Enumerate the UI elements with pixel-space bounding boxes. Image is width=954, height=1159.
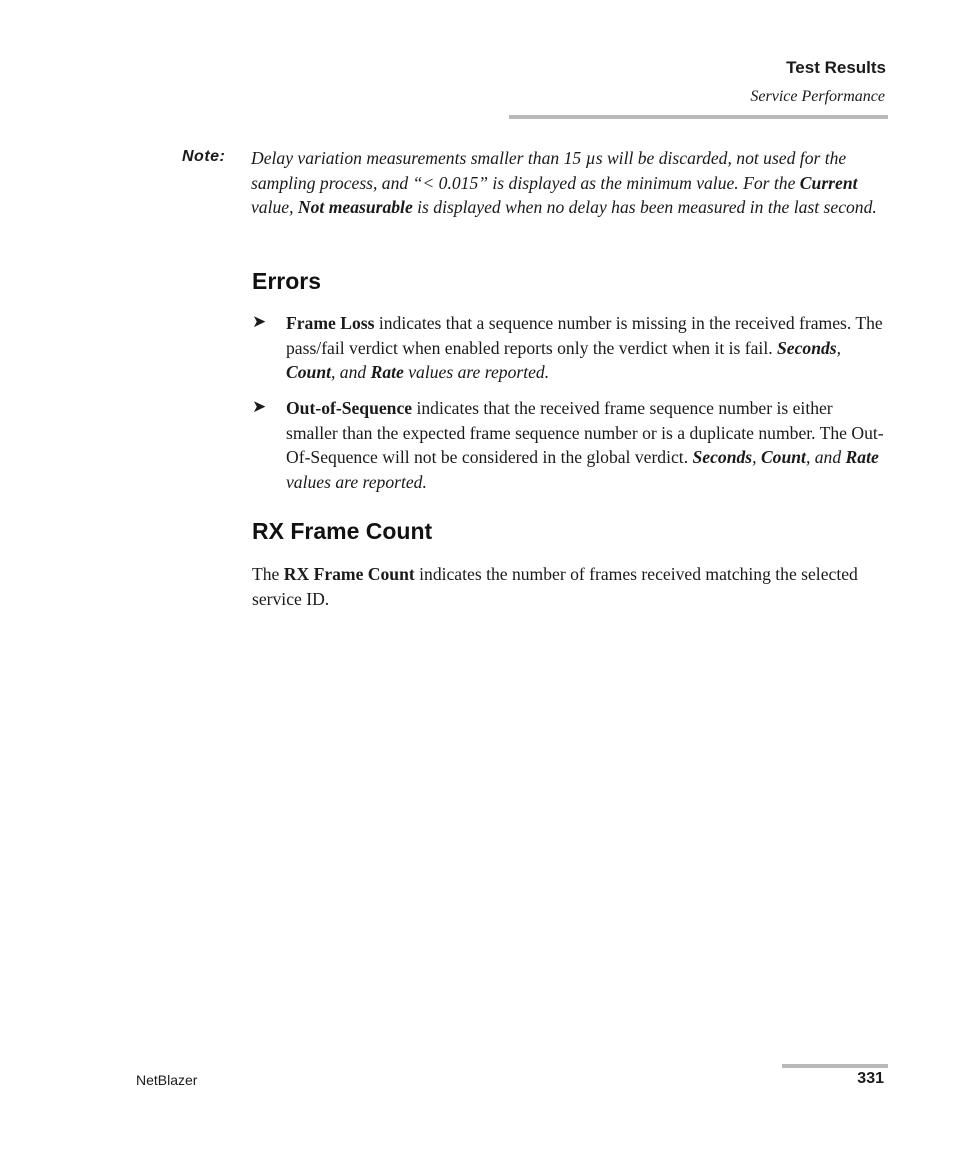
bullet-tail: values are reported. [403,362,550,383]
header-title: Test Results [786,58,886,77]
note-text-1: Delay variation measurements smaller than 15 µs will be discarded, not used for the sampling process, and “< 0.015” is displayed as the minimum value. For the [251,148,847,193]
header-rule [509,115,888,119]
note-text-3: is displayed when no delay has been measured in the last second. [412,197,877,218]
separator: , [752,447,761,468]
note-label: Note: [182,148,226,165]
footer-product: NetBlazer [136,1072,198,1088]
separator: , and [331,362,371,383]
bullet-term: Frame Loss [286,313,375,333]
bullet-text [286,396,888,494]
rx-frame-count-paragraph [252,562,892,611]
term-rate: Rate [845,447,879,468]
separator: , [836,337,842,358]
bullet-body: indicates that the received frame sequence number is either smaller than the expected frame sequence number or is a duplicate number. The Out-Of-Sequence will not be considered in the global verdict. [286,398,884,468]
rx-term: RX Frame Count [283,564,415,584]
arrow-bullet-icon: ➤ [252,397,267,417]
separator: , and [805,447,846,468]
errors-heading: Errors [252,268,322,294]
note-current: Current [799,172,858,193]
rx-frame-count-heading: RX Frame Count [252,518,433,544]
bullet-text [286,311,888,385]
bullet-term: Out-of-Sequence [286,398,413,418]
note-not-measurable: Not measurable [297,197,413,218]
term-count: Count [286,362,331,383]
note-body [251,146,891,220]
note-text-2: value, [251,197,298,218]
bullet-body: indicates that a sequence number is missing in the received frames. The pass/fail verdict when enabled reports only the verdict when it is fail. [286,313,883,358]
term-seconds: Seconds [692,447,753,468]
footer-rule [782,1064,888,1068]
term-seconds: Seconds [777,337,837,358]
rx-pre: The [252,564,284,584]
bullet-tail: values are reported. [286,471,427,492]
arrow-bullet-icon: ➤ [252,312,267,332]
term-rate: Rate [370,362,404,383]
header-subtitle: Service Performance [750,88,885,105]
rx-post: indicates the number of frames received matching the selected service ID. [252,564,858,609]
page-number: 331 [857,1070,884,1087]
term-count: Count [760,447,806,468]
